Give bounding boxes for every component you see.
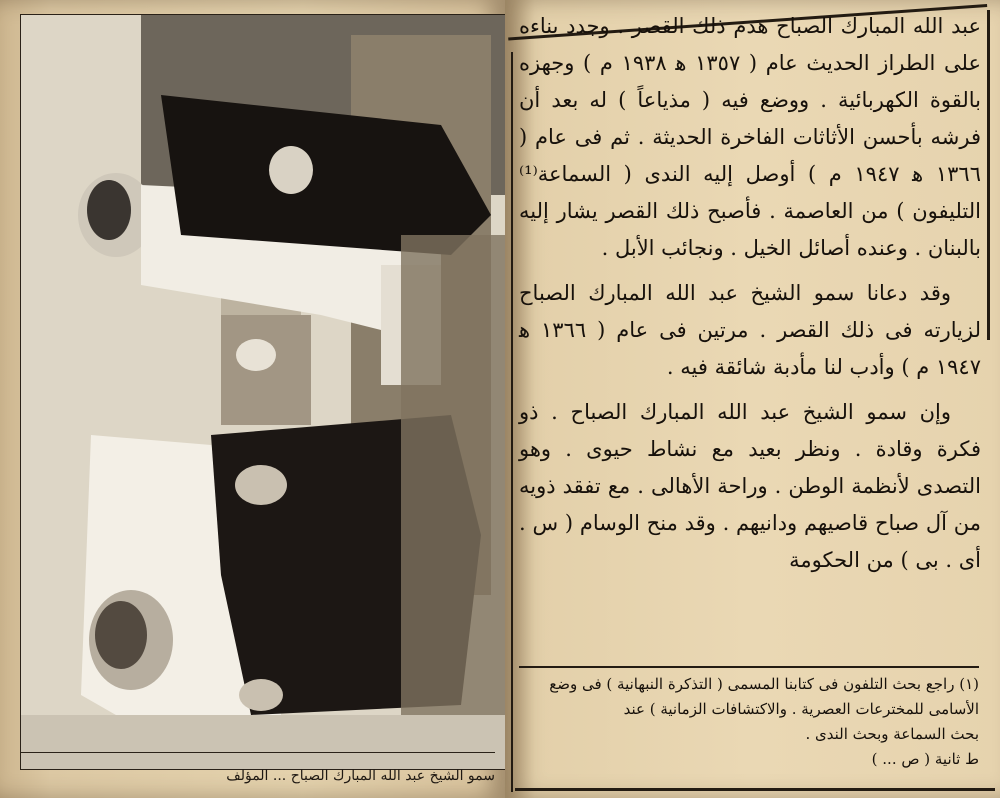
paragraph: وقد دعانا سمو الشيخ عبد الله المبارك الصباح لزيارته فى ذلك القصر . مرتين فى عام ( ١٣٦٦ ﻫ ١٩٤٧ م ) وأدب لنا مأدبة شائقة فيه . [519,281,981,379]
footnote-line: (١) راجع بحث التلفون فى كتابنا المسمى ( التذكرة النبهانية ) فى وضع الأسامى للمخترعات العصرية . والاكتشافات الزمانية ) عند [549,675,979,718]
paragraph: عبد الله المبارك الصباح هدم ذلك القصر . وجدد بناءه على الطراز الحديث عام ( ١٣٥٧ ﻫ ١٩٣٨ م ) وجهزه بالقوة الكهربائية . ووضع فيه ( مذياعاً ) له بعد أن فرشه بأحسن الأثاثات الفاخرة الحديثة . ثم فى عام ( ١٣٦٦ ﻫ ١٩٤٧ م ) أوصل إليه الندى ( السماعة⁽¹⁾ التليفون ) من العاصمة . فأصبح ذلك القصر يشار إليه بالبنان . وعنده أصائل الخيل . ونجائب الأبل . [519,14,981,260]
photograph [20,14,506,770]
footnotes [519,672,979,772]
caption-divider [20,752,495,753]
footnote-line: بحث السماعة وبحث الندى . [805,725,979,743]
photo-illustration [21,15,505,769]
paragraph: وإن سمو الشيخ عبد الله المبارك الصباح . ذو فكرة وقادة . ونظر بعيد مع نشاط حيوى . وهو التصدى لأنظمة الوطن . وراحة الأهالى . مع تفقد ذويه من آل صباح قاصيهم ودانيهم . وقد منح الوسام ( س . أى . بى ) من الحكومة [519,400,981,572]
footnote-line: ط ثانية ( ص ... ) [871,750,979,768]
right-border-rule [987,10,990,340]
footnote-divider [519,666,979,668]
right-page [505,0,1000,798]
bottom-rule [515,788,995,791]
photo-caption: سمو الشيخ عبد الله المبارك الصباح ... المؤلف [226,768,495,784]
body-text [519,8,981,579]
left-border-rule [511,52,513,792]
